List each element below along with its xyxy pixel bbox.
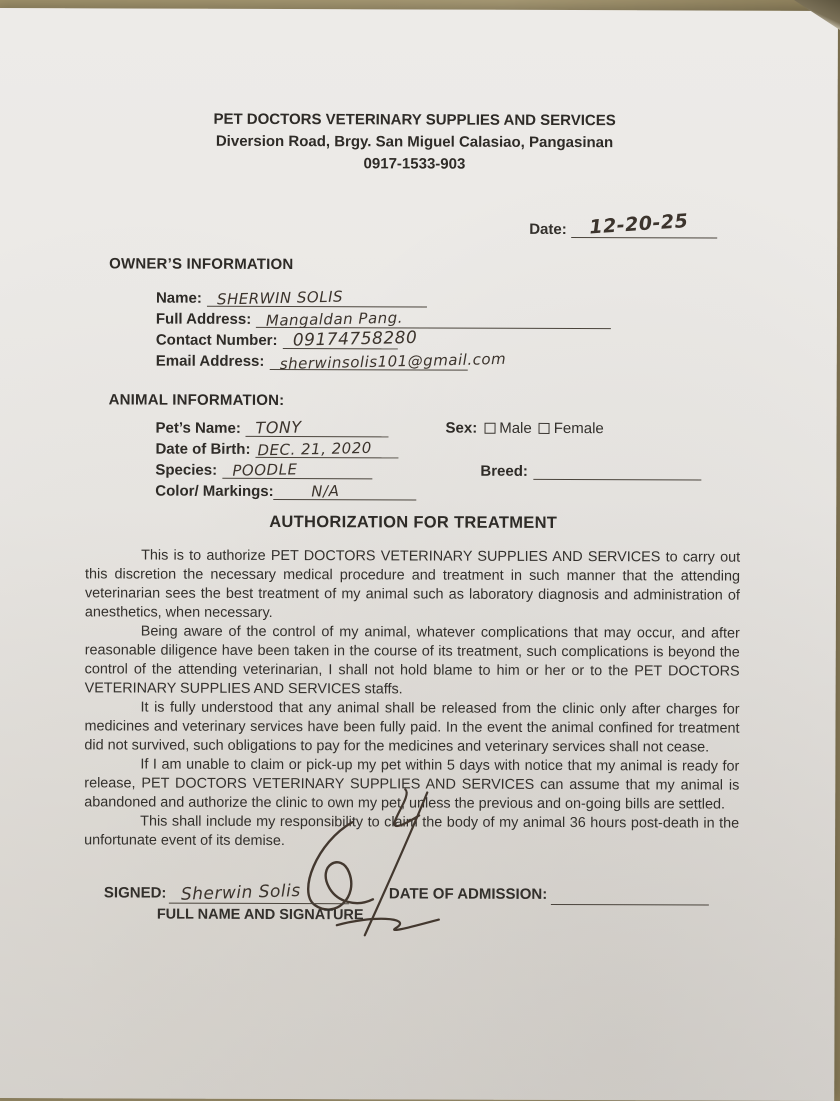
- owner-name-underline: [207, 289, 427, 308]
- owner-contact-handwritten: 09174758280: [292, 327, 418, 351]
- signed-label: SIGNED:: [103, 884, 167, 902]
- color-markings-label: Color/ Markings:: [155, 482, 274, 500]
- clinic-header: [0, 108, 838, 177]
- dob-label: Date of Birth:: [155, 440, 251, 458]
- sex-field: [446, 420, 604, 438]
- paper-sheet: [0, 8, 838, 1101]
- dob-row: [155, 440, 416, 462]
- authorization-paragraph: It is fully understood that any animal shall be released from the clinic only after charges for medicines and veterinary services have been fully paid. In the event the animal confined for treatment did not survived, such obligations to pay for the medicines and veterinary services shall not cease.: [84, 699, 740, 756]
- owner-name-handwritten: SHERWIN SOLIS: [216, 287, 344, 309]
- signed-handwritten-name: Sherwin Solis: [180, 880, 302, 905]
- owner-contact-label: Contact Number:: [155, 331, 278, 349]
- owner-address-label: Full Address:: [155, 310, 252, 328]
- authorization-paragraph: This is to authorize PET DOCTORS VETERINARY SUPPLIES AND SERVICES to carry out this discretion the necessary medical procedure and treatment in such manner that the attending veterinarian sees the best treatment of my animal such as laboratory diagnosis and administration of anesthetics, when necessary.: [84, 547, 741, 621]
- owner-email-underline: [269, 349, 507, 373]
- authorization-paragraph: If I am unable to claim or pick-up my pet within 5 days with notice that my animal is ready for release, PET DOCTORS VETERINARY SUPPLIES AND SERVICES can assume that my animal is abandoned and authorize the clinic to own my pet, unless the previous and on-going bills are settled.: [84, 756, 740, 813]
- breed-label: Breed:: [480, 462, 528, 480]
- owner-name-row: [156, 289, 611, 312]
- clinic-address: Diversion Road, Brgy. San Miguel Calasiao, Pangasinan: [215, 132, 614, 152]
- signed-underline: [169, 881, 349, 905]
- owner-address-underline: [256, 310, 611, 329]
- animal-fields: [155, 417, 604, 504]
- pet-name-label: Pet’s Name:: [155, 419, 241, 437]
- authorization-title: AUTHORIZATION FOR TREATMENT: [269, 512, 558, 532]
- owner-section-heading: OWNER’S INFORMATION: [109, 255, 294, 274]
- species-label: Species:: [155, 461, 218, 479]
- species-handwritten: POODLE: [231, 460, 298, 480]
- breed-field: [480, 462, 701, 481]
- owner-contact-underline: [282, 327, 418, 351]
- form-content: [0, 8, 838, 1101]
- breed-underline: [533, 462, 701, 481]
- dob-handwritten: DEC. 21, 2020: [257, 438, 372, 460]
- authorization-paragraph: This shall include my responsibility to claim the body of my animal 36 hours post-death in the unfortunate event of its demise.: [84, 813, 740, 850]
- male-checkbox: [484, 423, 495, 434]
- pet-name-underline: [246, 419, 389, 437]
- clinic-phone: 0917-1533-903: [363, 155, 466, 173]
- pet-name-row: [155, 417, 604, 441]
- owner-email-handwritten: sherwinsolis101@gmail.com: [279, 349, 507, 373]
- pet-name-handwritten: TONY: [255, 417, 303, 438]
- date-label: Date:: [529, 220, 567, 239]
- authorization-body: [84, 546, 740, 852]
- color-markings-handwritten: N/A: [311, 481, 340, 501]
- date-of-admission-label: DATE OF ADMISSION:: [388, 885, 548, 903]
- clinic-name: PET DOCTORS VETERINARY SUPPLIES AND SERVICES: [213, 110, 616, 130]
- animal-section-heading: ANIMAL INFORMATION:: [108, 391, 285, 410]
- color-markings-underline: [274, 482, 417, 500]
- male-option-label: Male: [499, 419, 532, 437]
- date-handwritten-value: 12-20-25: [588, 209, 689, 239]
- authorization-paragraph: Being aware of the control of my animal, whatever complications that may occur, and after reasonable diligence have been taken in the course of its treatment, such complications is beyond the control of the attending veterinarian, I shall not hold blame to him or her or to the PET DOCTORS VETERINARY SUPPLIES AND SERVICES staffs.: [84, 623, 740, 698]
- dob-underline: [255, 440, 398, 458]
- color-markings-row: [155, 482, 416, 504]
- owner-email-row: [155, 349, 611, 375]
- owner-name-label: Name:: [155, 289, 202, 307]
- date-field: [529, 209, 717, 239]
- signature-section: [0, 880, 835, 924]
- owner-email-label: Email Address:: [155, 352, 265, 370]
- owner-address-handwritten: Mangaldan Pang.: [266, 308, 404, 330]
- species-underline: [222, 461, 372, 480]
- date-underline: [571, 209, 717, 239]
- sex-label: Sex:: [445, 419, 478, 437]
- female-option-label: Female: [553, 419, 604, 438]
- full-name-signature-label: FULL NAME AND SIGNATURE: [156, 906, 364, 924]
- female-checkbox: [539, 423, 550, 434]
- date-of-admission-underline: [551, 882, 709, 906]
- owner-contact-row: [155, 327, 611, 354]
- owner-fields: [156, 289, 612, 375]
- species-row: [155, 460, 528, 483]
